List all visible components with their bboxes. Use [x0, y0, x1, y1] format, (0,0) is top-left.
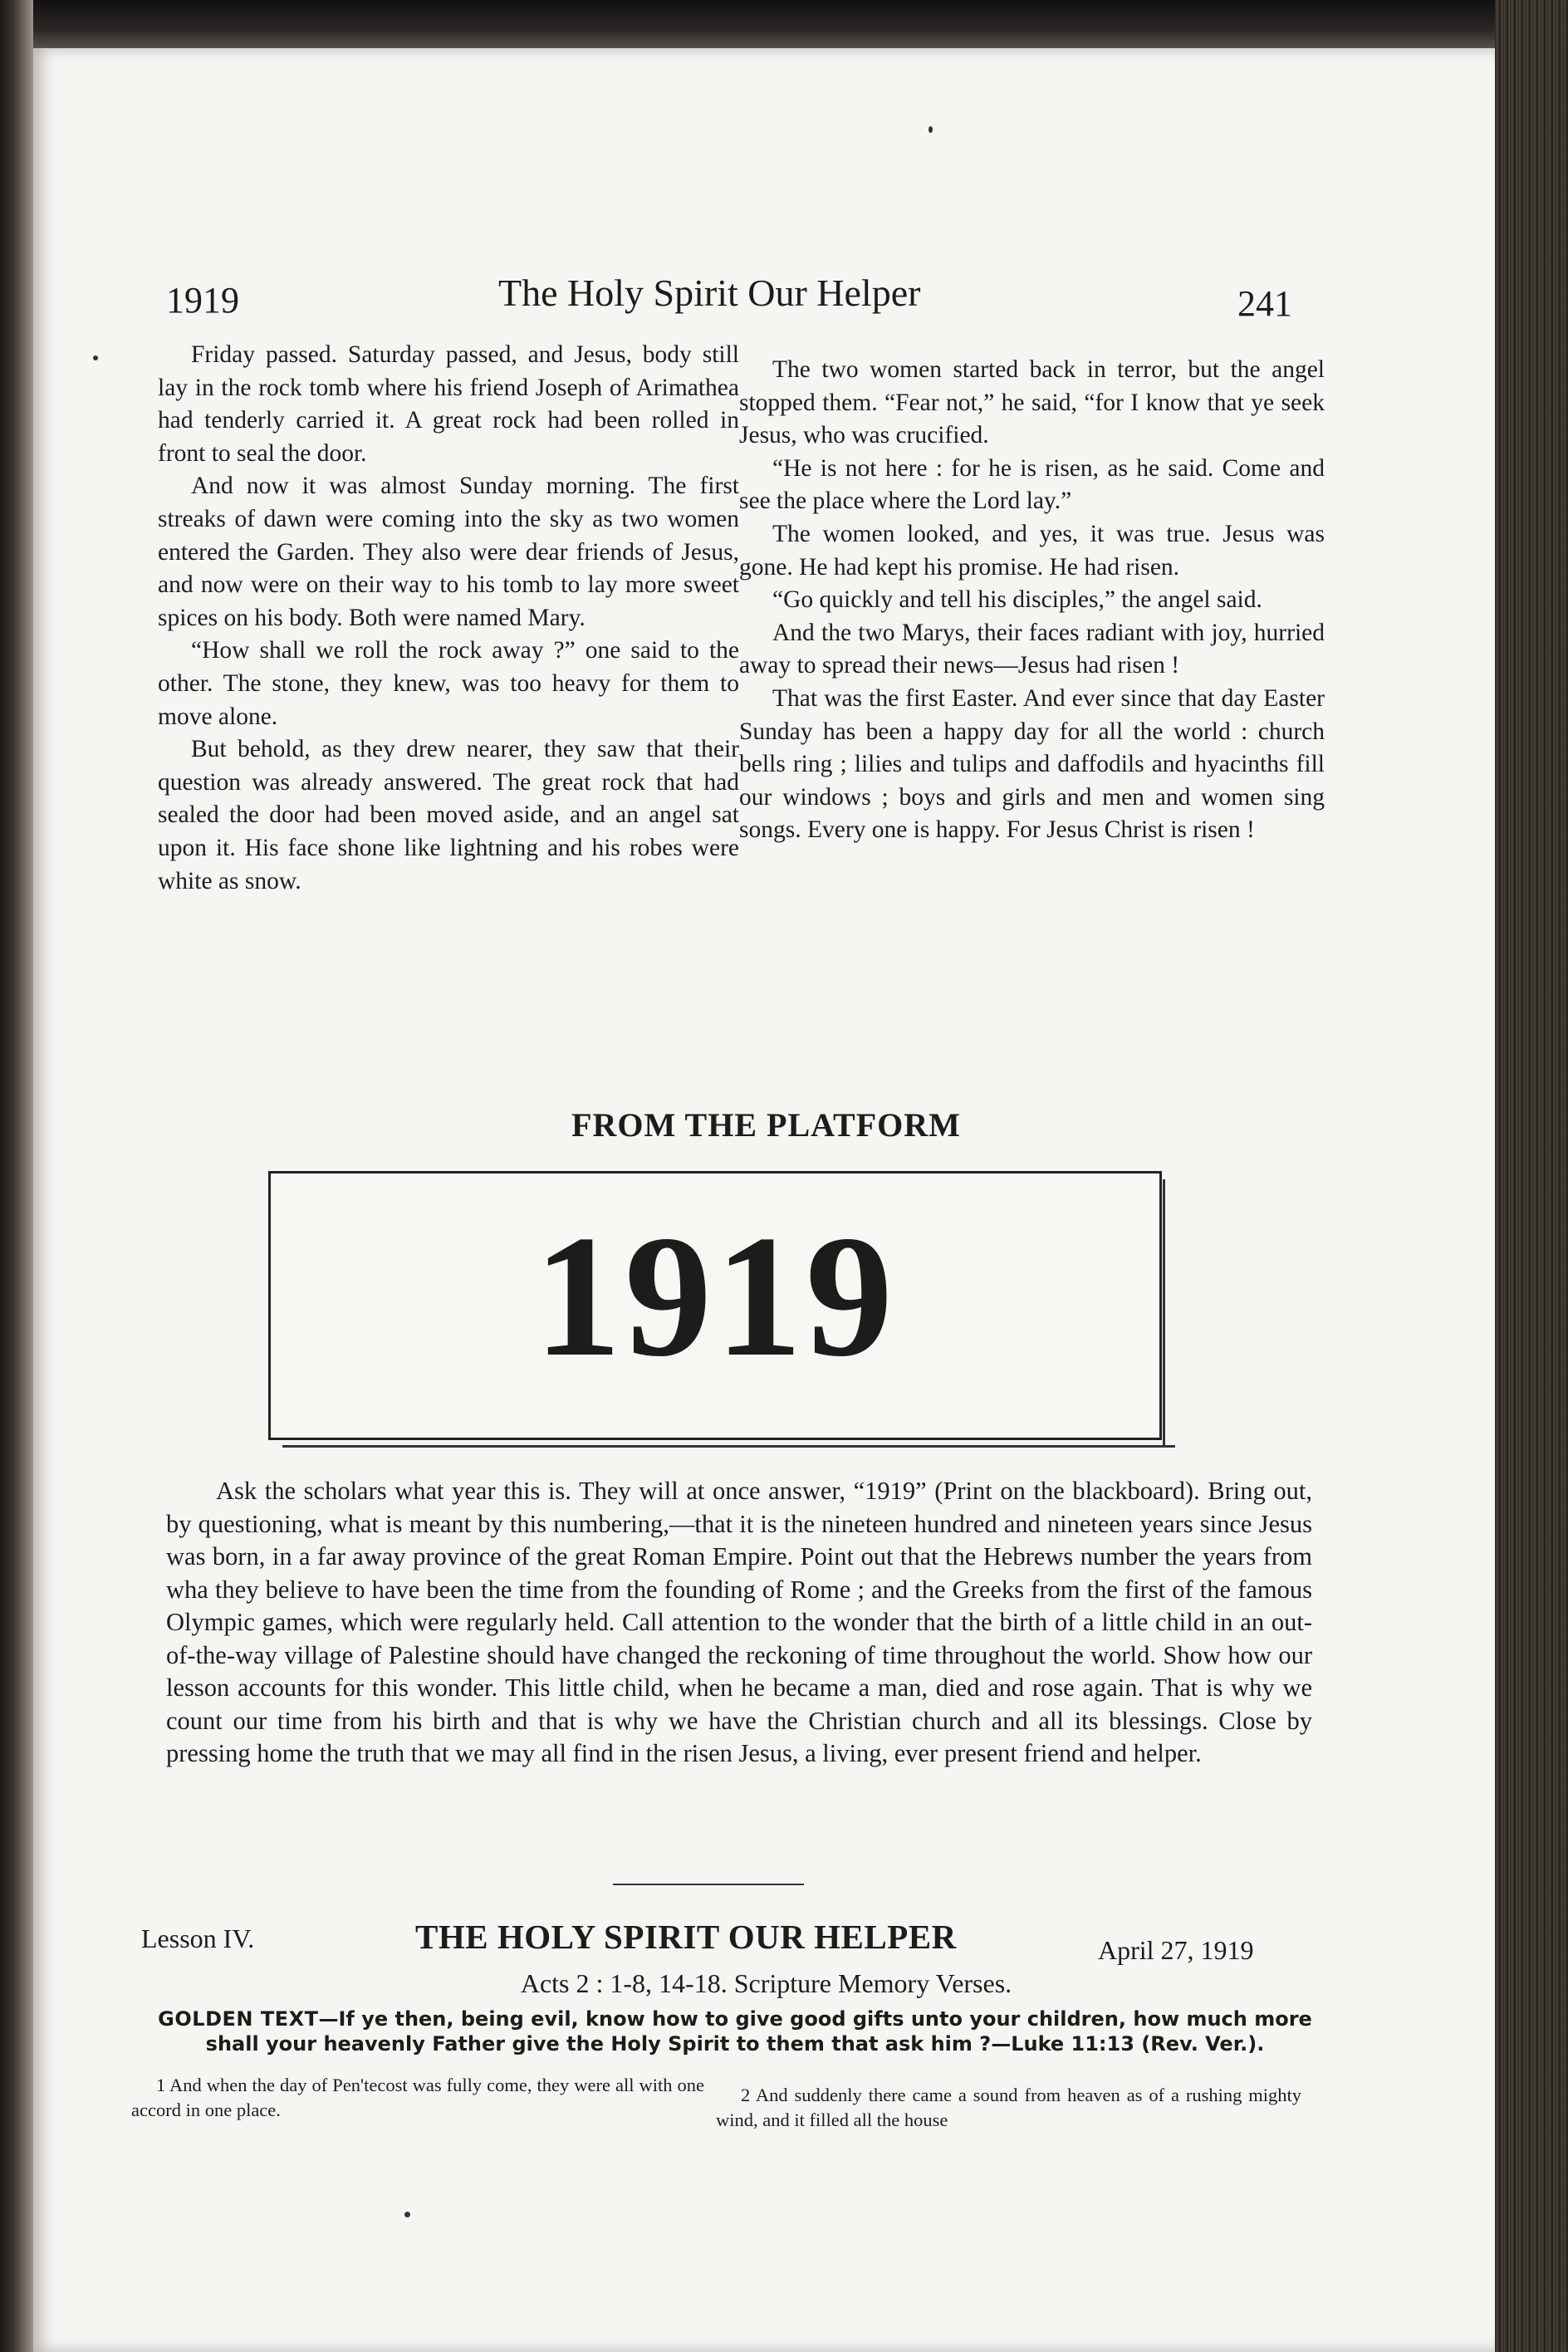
platform-text: Ask the scholars what year this is. They will at once answer, “1919” (Print on the blackboard). Bring out, by questioning, what is meant by this numbering,—that it is the nineteen hundred and nineteen years since Jesus was born, in a far away province of the great Roman Empire. Point out that the Hebrews number the years from wha they believe to have been the time from the founding of Rome ; and the Greeks from the first of the famous Olympic games, which were regularly held. Call attention to the wonder that the birth of a little child in an out-of-the-way village of Palestine should have changed the reckoning of time throughout the world. Show how our lesson accounts for this wonder. This little child, when he became a man, died and rose again. That is why we count our time from his birth and that is why we have the Christian church and all its blessings. Close by pressing home the truth that we may all find in the risen Jesus, a living, ever present friend and helper.: [166, 1477, 1312, 1767]
golden-text: [133, 2007, 1337, 2056]
lesson-title: THE HOLY SPIRIT OUR HELPER: [415, 1918, 957, 1956]
scan-top-edge: [0, 0, 1568, 50]
ink-speck: [404, 2212, 410, 2217]
story-right-column: [739, 354, 1325, 847]
section-divider: [613, 1884, 804, 1885]
story-paragraph: But behold, as they drew nearer, they saw that their question was already answered. The great rock that had sealed the door had been moved aside, and an angel sat upon it. His face shone like lightning and his robes were white as snow.: [158, 736, 739, 894]
golden-text-label: GOLDEN TEXT: [158, 2007, 319, 2031]
ink-speck: [93, 355, 98, 360]
verse-two: [716, 2083, 1301, 2133]
book-page: [33, 48, 1499, 2352]
story-paragraph: “He is not here : for he is risen, as he said. Come and see the place where the Lord lay.”: [739, 454, 1325, 515]
story-paragraph: The women looked, and yes, it was true. Jesus was gone. He had kept his promise. He had risen.: [739, 520, 1325, 581]
board-shadow-line: [1163, 1179, 1165, 1445]
verse-text: 2 And suddenly there came a sound from heaven as of a rushing mighty wind, and it filled all the house: [716, 2085, 1301, 2130]
running-head-year: 1919: [166, 280, 239, 321]
lesson-date: April 27, 1919: [1098, 1935, 1254, 1965]
story-paragraph: “Go quickly and tell his disciples,” the angel said.: [772, 586, 1262, 614]
lesson-number: Lesson IV.: [141, 1923, 255, 1953]
story-paragraph: And now it was almost Sunday morning. The first streaks of dawn were coming into the sky as two women entered the Garden. They also were dear friends of Jesus, and now were on their way to his tomb to lay more sweet spices on his body. Both were named Mary.: [158, 473, 739, 631]
platform-paragraph: [166, 1475, 1312, 1771]
story-left-column: [158, 339, 739, 898]
ink-speck: [929, 126, 933, 133]
running-head-title: The Holy Spirit Our Helper: [498, 272, 921, 314]
platform-heading: FROM THE PLATFORM: [571, 1106, 961, 1144]
board-shadow-line: [282, 1445, 1175, 1448]
page-number: 241: [1237, 283, 1292, 324]
blackboard-frame: [268, 1171, 1162, 1440]
running-head: [33, 271, 1499, 329]
story-paragraph: And the two Marys, their faces radiant with joy, hurried away to spread their news—Jesus had risen !: [739, 619, 1325, 679]
book-page-edges: [1495, 0, 1568, 2352]
verse-text: 1 And when the day of Pen'tecost was fully come, they were all with one accord in one place.: [131, 2075, 704, 2120]
blackboard-year: 1919: [534, 1200, 896, 1393]
golden-text-body: —If ye then, being evil, know how to give good gifts unto your children, how much more shall your heavenly Father give the Holy Spirit to them that ask him ?—Luke 11:13 (Rev. Ver.).: [205, 2007, 1312, 2056]
scan-left-edge: [0, 0, 33, 2352]
story-paragraph: Friday passed. Saturday passed, and Jesus, body still lay in the rock tomb where his friend Joseph of Arimathea had tenderly carried it. A great rock had been rolled in front to seal the door.: [158, 341, 739, 467]
verse-one: [131, 2073, 704, 2123]
story-paragraph: That was the first Easter. And ever since that day Easter Sunday has been a happy day for all the world : church bells ring ; lilies and tulips and daffodils and hyacinths fill our windows ; boys and girls and men and women sing songs. Every one is happy. For Jesus Christ is risen !: [739, 684, 1325, 844]
scripture-reference: Acts 2 : 1-8, 14-18. Scripture Memory Verses.: [520, 1968, 1012, 1998]
story-paragraph: The two women started back in terror, but the angel stopped them. “Fear not,” he said, “for I know that ye seek Jesus, who was crucified.: [739, 356, 1325, 449]
story-paragraph: “How shall we roll the rock away ?” one said to the other. The stone, they knew, was too heavy for them to move alone.: [158, 637, 739, 730]
